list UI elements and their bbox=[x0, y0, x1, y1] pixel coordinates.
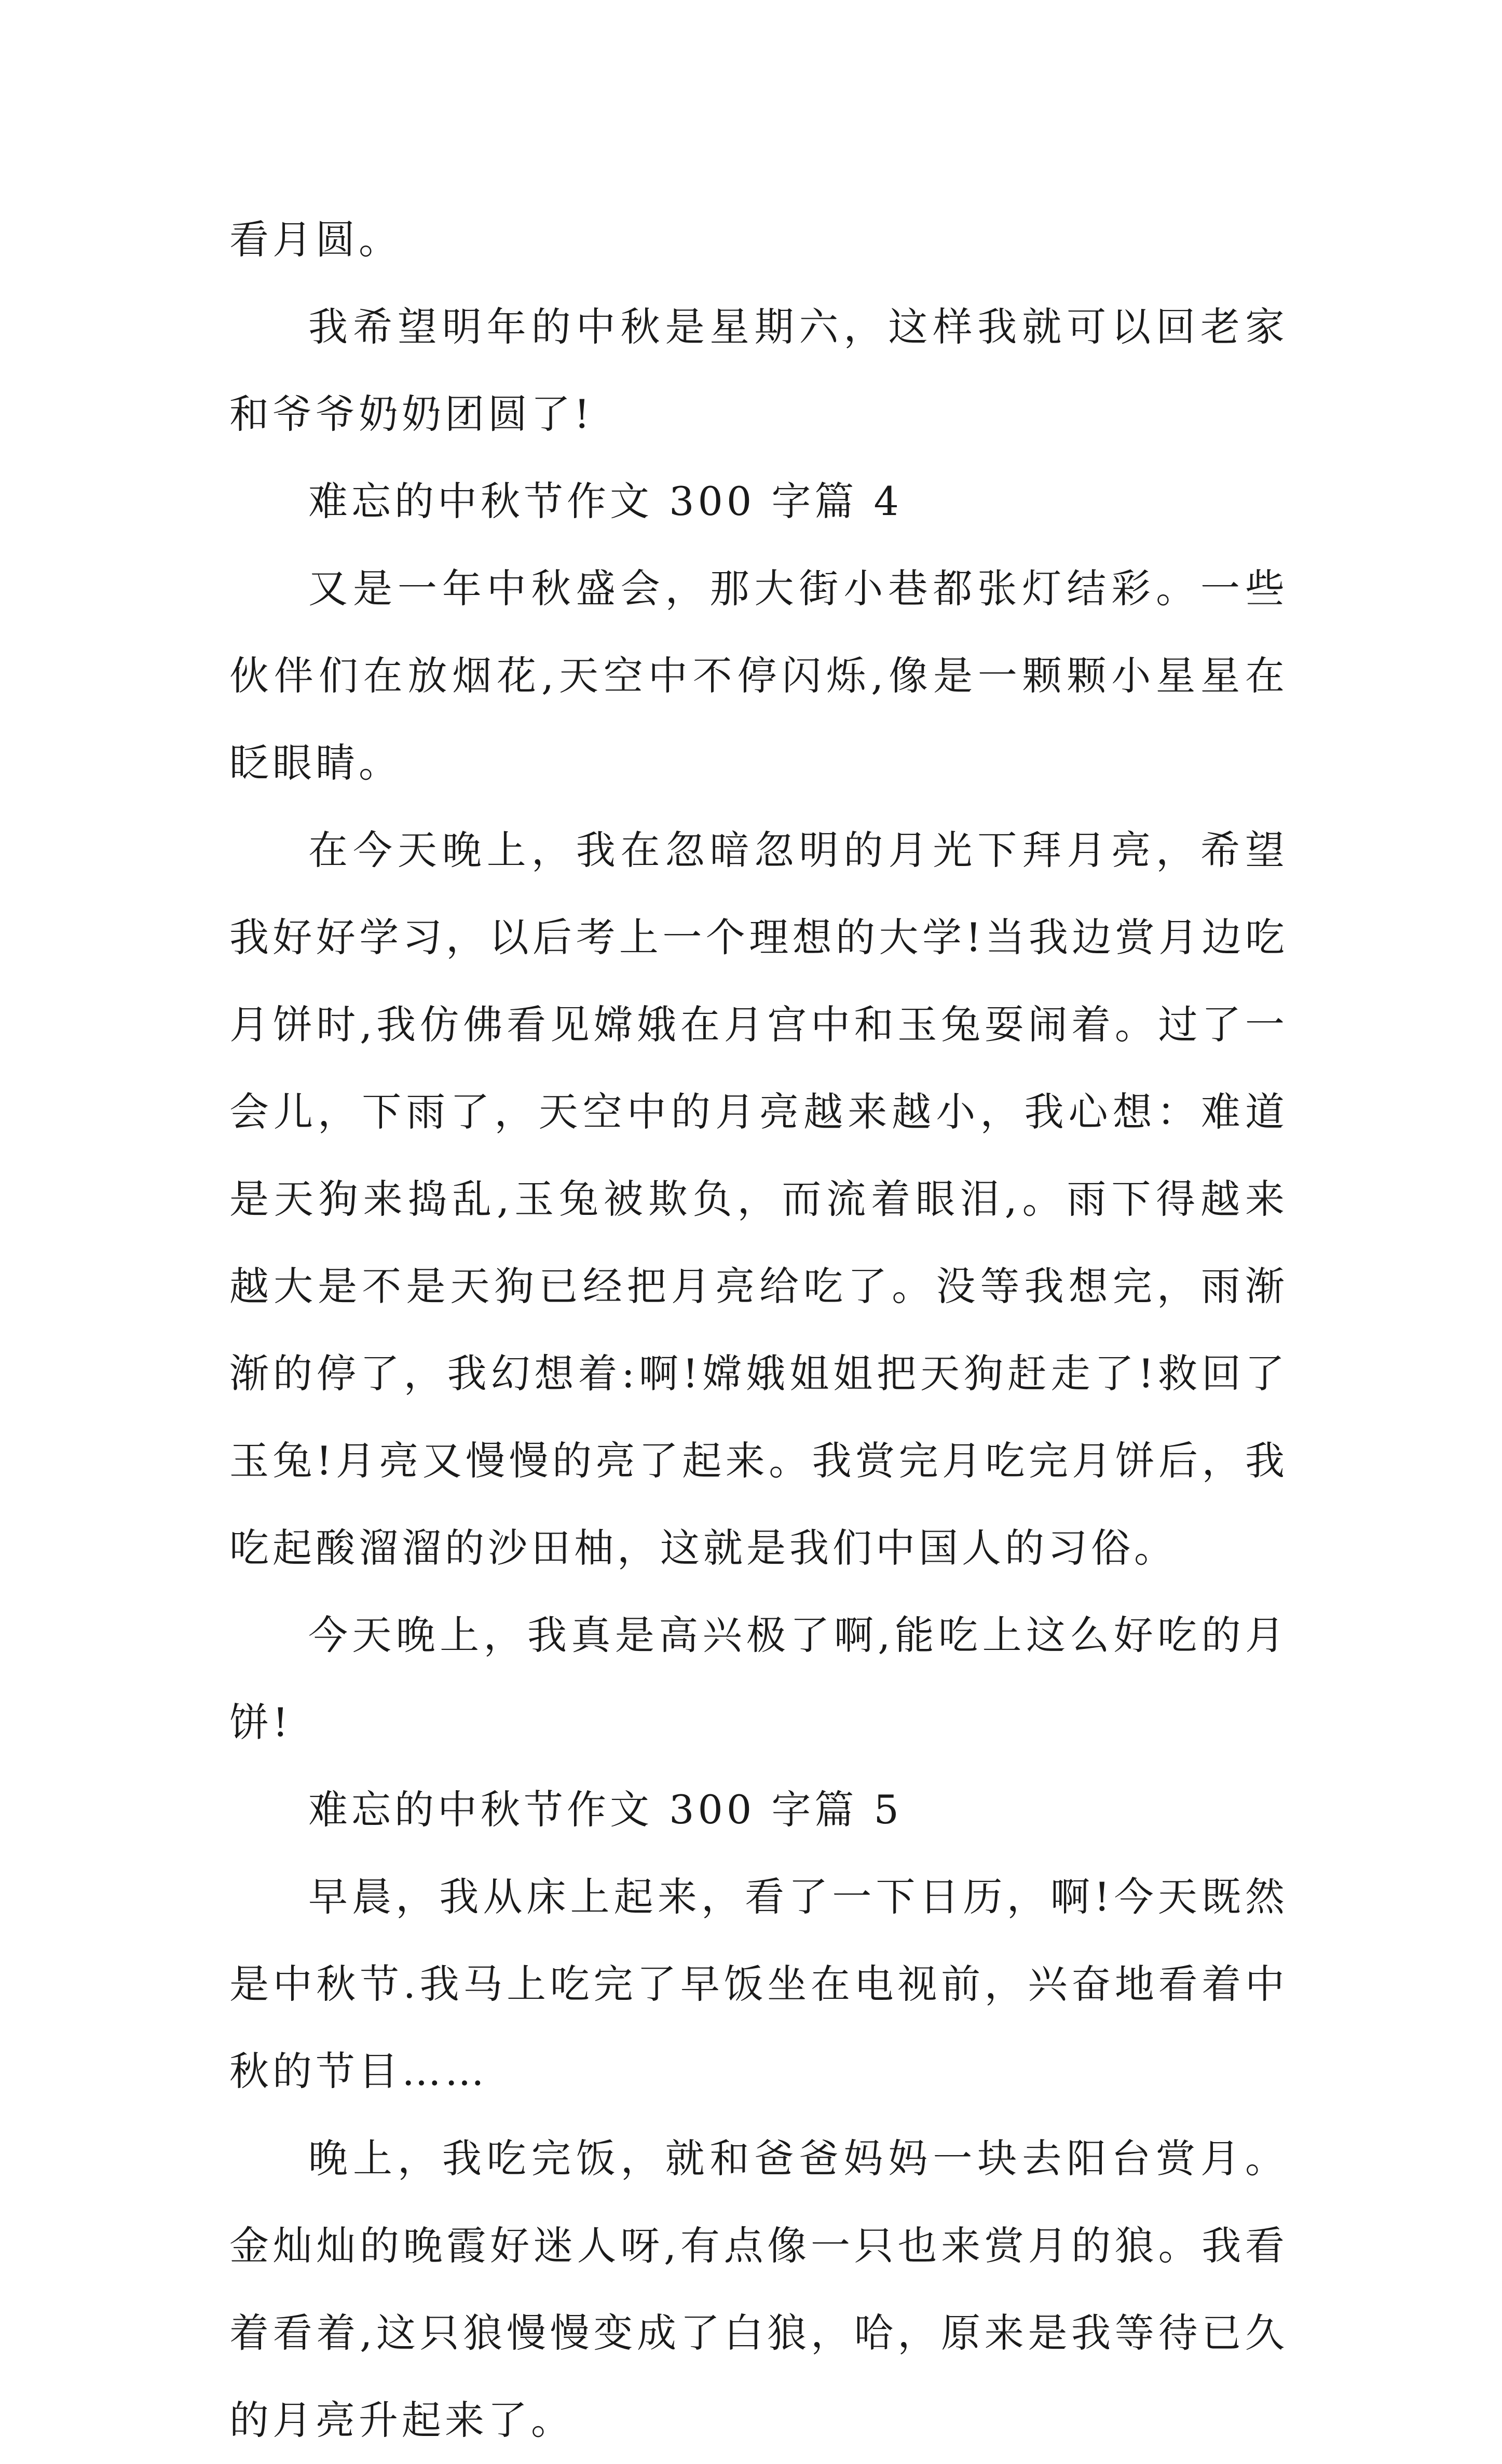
section-heading: 难忘的中秋节作文 300 字篇 5 bbox=[308, 1786, 903, 1833]
document-body bbox=[229, 196, 1288, 2464]
paragraph: 今天晚上，我真是高兴极了啊,能吃上这么好吃的月饼! bbox=[229, 1612, 1288, 1745]
paragraph: 早晨，我从床上起来，看了一下日历，啊!今天既然是中秋节.我马上吃完了早饭坐在电视前，兴奋地看着中秋的节目…… bbox=[229, 1874, 1288, 2094]
paragraph: 我希望明年的中秋是星期六，这样我就可以回老家和爷爷奶奶团圆了! bbox=[229, 304, 1288, 437]
paragraph: 晚上，我吃完饭，就和爸爸妈妈一块去阳台赏月。金灿灿的晚霞好迷人呀,有点像一只也来赏月的狼。我看着看着,这只狼慢慢变成了白狼，哈，原来是我等待已久的月亮升起来了。 bbox=[229, 2135, 1288, 2443]
paragraph: 看月圆。 bbox=[229, 216, 402, 263]
section-heading: 难忘的中秋节作文 300 字篇 4 bbox=[308, 478, 903, 524]
paragraph: 又是一年中秋盛会，那大街小巷都张灯结彩。一些伙伴们在放烟花,天空中不停闪烁,像是一颗颗小星星在眨眼睛。 bbox=[229, 565, 1288, 786]
paragraph: 在今天晚上，我在忽暗忽明的月光下拜月亮，希望我好好学习，以后考上一个理想的大学!当我边赏月边吃月饼时,我仿佛看见嫦娥在月宫中和玉兔耍闹着。过了一会儿，下雨了，天空中的月亮越来越小，我心想：难道是天狗来捣乱,玉兔被欺负，而流着眼泪,。雨下得越来越大是不是天狗已经把月亮给吃了。没等我想完，雨渐渐的停了，我幻想着:啊!嫦娥姐姐把天狗赶走了!救回了玉兔!月亮又慢慢的亮了起来。我赏完月吃完月饼后，我吃起酸溜溜的沙田柚，这就是我们中国人的习俗。 bbox=[229, 827, 1288, 1571]
